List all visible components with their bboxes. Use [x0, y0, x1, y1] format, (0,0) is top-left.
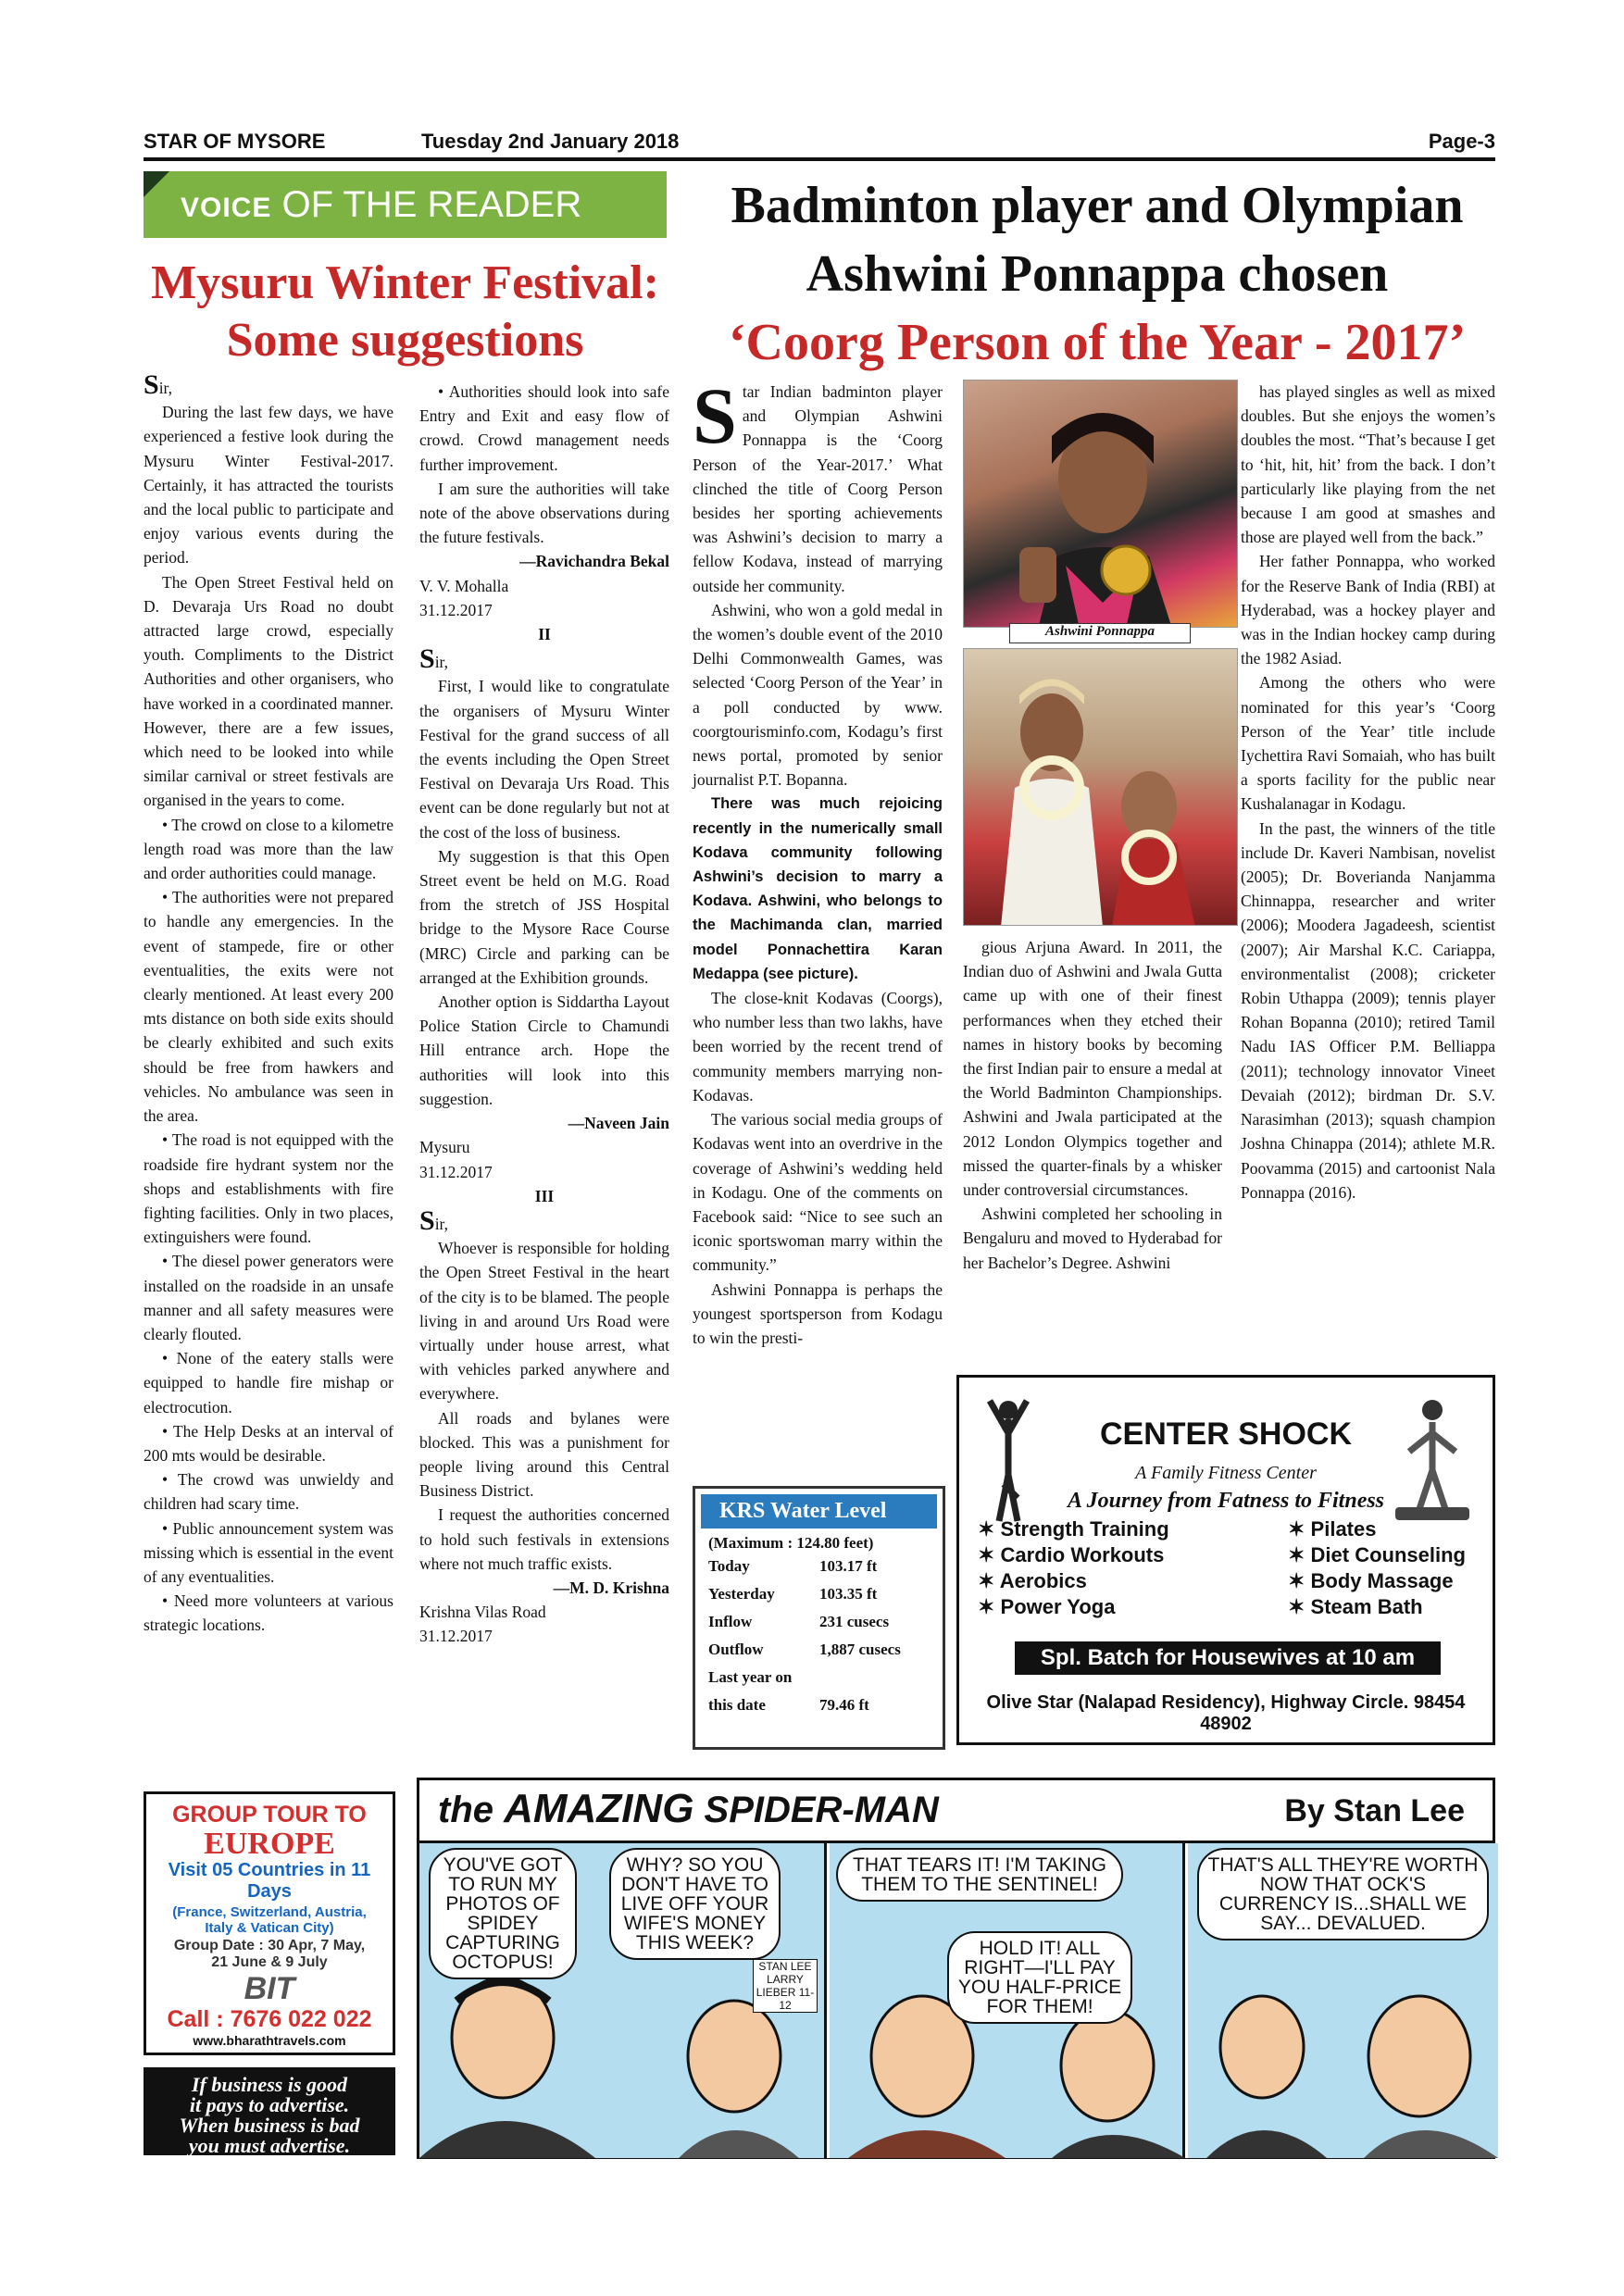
paragraph: • The road is not equipped with the roadside fire hydrant system nor the shops and establishments with fire fighting facilities. Only in two places, extinguishers were found. — [144, 1130, 394, 1247]
salutation: Sir, — [144, 369, 173, 400]
speech-bubble-3: THAT TEARS IT! I'M TAKING THEM TO THE SENTINEL! — [836, 1848, 1123, 1902]
service-item: ✶ Aerobics — [978, 1569, 1087, 1592]
paragraph: • The crowd on close to a kilometre length road was more than the law and order authorities could manage. — [144, 815, 394, 883]
service-item: ✶ Body Massage — [1288, 1569, 1454, 1592]
center-shock-tag: A Journey from Fatness to Fitness — [1067, 1489, 1385, 1513]
address-3: Krishna Vilas Road — [419, 1603, 546, 1622]
paragraph: gious Arjuna Award. In 2011, the Indian duo of Ashwini and Jwala Gutta came up with one of their finest performances when they etched their names in history books by becoming the first Indian pair to ensure a medal at the World Badminton Championships. Ashwini and Jwala participated at the 2012 London Olympics together and missed the quarter-finals by a whisker under controversial circumstances. — [963, 938, 1222, 1200]
letters-column-2 — [419, 380, 669, 1649]
paragraph: • The diesel power generators were installed on the roadside in an unsafe manner and all safety measures were clearly flouted. — [144, 1252, 394, 1343]
krs-value: 231 cusecs — [819, 1613, 890, 1630]
europe-line-3: Visit 05 Countries in 11 Days — [168, 1860, 371, 1902]
letters-headline: Mysuru Winter Festival: Some suggestions — [151, 256, 659, 367]
speech-bubble-2: WHY? SO YOU DON'T HAVE TO LIVE OFF YOUR WIFE'S MONEY THIS WEEK? — [609, 1848, 781, 1960]
masthead — [144, 130, 1495, 157]
drop-cap: S — [693, 371, 737, 460]
paragraph: My suggestion is that this Open Street event be held on M.G. Road from the stretch of JSS Hospital bridge to the Mysore Race Course (MRC) Circle and parking can be arranged at the Exhibition grounds. — [419, 846, 669, 987]
service-item: ✶ Cardio Workouts — [978, 1543, 1165, 1566]
paragraph: Ashwini Ponnappa is perhaps the youngest sportsperson from Kodagu to win the presti- — [693, 1279, 943, 1347]
krs-row — [708, 1691, 910, 1719]
paragraph: During the last few days, we have experienced a festive look during the Mysuru Winter Festival-2017. Certainly, it has attracted the tourists and the local public to participate and enjoy various events during the period. — [144, 403, 394, 568]
panel-3-characters — [1188, 1964, 1498, 2158]
krs-label: Inflow — [708, 1613, 753, 1630]
paragraph: • Authorities should look into safe Entry and Exit and easy flow of crowd. Crowd management needs further improvement. — [419, 382, 669, 474]
photo-caption: Ashwini Ponnappa — [1009, 623, 1191, 643]
article-column-3 — [1241, 380, 1495, 1204]
paragraph: Another option is Siddartha Layout Police Station Circle to Chamundi Hill entrance arch. Hope the authorities will look into this suggestion. — [419, 992, 669, 1108]
krs-label: Outflow — [708, 1641, 764, 1658]
speech-bubble-1: YOU'VE GOT TO RUN MY PHOTOS OF SPIDEY CAPTURING OCTOPUS! — [429, 1848, 577, 1979]
comic-panels — [419, 1841, 1493, 2158]
comic-credit: STAN LEE LARRY LIEBER 11-12 — [753, 1959, 818, 2013]
paragraph: All roads and bylanes were blocked. This was a punishment for people living around this Central Business District. — [419, 1408, 669, 1501]
krs-value — [819, 1664, 910, 1691]
krs-label: Last year on — [708, 1668, 793, 1686]
paragraph: The close-knit Kodavas (Coorgs), who number less than two lakhs, have been worried by the recent trend of community members marrying non-Kodavas. — [693, 989, 943, 1104]
paragraph: I am sure the authorities will take note of the above observations during the future festivals. — [419, 479, 669, 547]
europe-line-5: Group Date : 30 Apr, 7 May, 21 June & 9 July — [173, 1938, 366, 1970]
service-item: ✶ Steam Bath — [1288, 1595, 1423, 1618]
letter-number-3: III — [534, 1186, 555, 1205]
comic-byline: By Stan Lee — [1284, 1793, 1465, 1828]
ashwini-portrait-photo — [963, 380, 1238, 628]
europe-tour-ad — [144, 1791, 395, 2055]
banner-notch — [144, 171, 169, 197]
date-1: 31.12.2017 — [419, 600, 493, 619]
krs-label: Today — [708, 1557, 750, 1575]
paragraph: • Need more volunteers at various strategic locations. — [144, 1591, 394, 1635]
date-2: 31.12.2017 — [419, 1162, 493, 1181]
spider-man-comic-strip — [417, 1778, 1495, 2159]
services-left — [978, 1516, 1169, 1620]
bit-logo: BIT — [244, 1971, 295, 2006]
masthead-rule — [144, 157, 1495, 161]
krs-water-level-box — [693, 1486, 945, 1750]
signature-2: —Naveen Jain — [568, 1114, 669, 1133]
center-shock-ad — [956, 1375, 1495, 1745]
service-item: ✶ Strength Training — [978, 1517, 1169, 1541]
europe-line-1: GROUP TOUR TO — [172, 1802, 367, 1828]
speech-bubble-4: HOLD IT! ALL RIGHT—I'LL PAY YOU HALF-PRICE FOR THEM! — [947, 1931, 1132, 2024]
paragraph: I request the authorities concerned to hold such festivals in extensions where not much traffic exists. — [419, 1505, 669, 1573]
paragraph: First, I would like to congratulate the organisers of Mysuru Winter Festival for the grand success of all the events including the Open Street Festival on Devaraja Urs Road. This event can be done regularly but not at the cost of the loss of business. — [419, 677, 669, 842]
paragraph: • The authorities were not prepared to handle any emergencies. In the event of stampede, fire or other eventualities, the exits were not clearly mentioned. At least every 200 mts distance on both side exits should be clearly exhibited and such exits should be free from hawkers and vehicles. No ambulance was seen in the area. — [144, 888, 394, 1126]
paragraph: Whoever is responsible for holding the Open Street Festival in the heart of the city is to be blamed. The people living in and around Urs Road were virtually under house arrest, what with vehicles parked anywhere and everywhere. — [419, 1239, 669, 1404]
paragraph: has played singles as well as mixed doubles. But she enjoys the women’s doubles the most. “That’s because I get to ‘hit, hit, hit’ from the back. I don’t particularly like playing from the net because I am good at smashes and those are played well from the back.” — [1241, 382, 1495, 547]
paragraph: The Open Street Festival held on D. Devaraja Urs Road no doubt attracted large crowd, especially youth. Compliments to the District Authorities and other organisers, who have worked in a coordinated manner. However, there are a few issues, which need to be looked into while similar carnival or street festivals are organised in the years to come. — [144, 572, 394, 810]
paragraph: Ashwini completed her schooling in Bengaluru and moved to Hyderabad for her Bachelor’s Degree. Ashwini — [963, 1204, 1222, 1272]
speech-bubble-5: THAT'S ALL THEY'RE WORTH NOW THAT OCK'S CURRENCY IS...SHALL WE SAY... DEVALUED. — [1197, 1848, 1489, 1940]
advertise-slogan: If business is good it pays to advertise. When business is bad you must advertise. — [144, 2067, 395, 2155]
address-1: V. V. Mohalla — [419, 576, 509, 595]
paragraph: • Public announcement system was missing which is essential in the event of any eventualities. — [144, 1518, 394, 1586]
center-shock-name: CENTER SHOCK — [1099, 1416, 1353, 1452]
krs-value: 103.35 ft — [819, 1585, 878, 1603]
signature-3: —M. D. Krishna — [553, 1578, 669, 1597]
voice-of-reader-banner: VOICE OF THE READER — [144, 171, 667, 238]
service-item: ✶ Power Yoga — [978, 1595, 1116, 1618]
paper-name: STAR OF MYSORE — [144, 130, 326, 153]
europe-line-2: EUROPE — [204, 1827, 335, 1861]
europe-web: www.bharathtravels.com — [193, 2033, 346, 2048]
article-column-1: Star Indian badminton player and Olympian Ashwini Ponnappa is the ‘Coorg Person of the Year-2017.’ What clinched the title of Coorg Person besides her sporting achievements was Ashwini’s decision to marry a fellow Kodava, instead of marrying outside her community. Ashwini, who won a gold medal in the women’s double event of the 2010 Delhi Commonwealth Games, was selected ‘Coorg Person of the Year’ in a poll conducted by www. coorgtourisminfo.com, Kodagu’s first news portal, promoted by senior journalist P.T. Bopanna. There was much rejoicing recently in the numerically small Kodava community following Ashwini’s decision to marry a Kodava. Ashwini, who belongs to the Machimanda clan, married model Ponnachettira Karan Medappa (see picture). The close-knit Kodavas (Coorgs), who number less than two lakhs, have been worried by the recent trend of community members marrying non-Kodavas. The various social media groups of Kodavas went into an overdrive in the coverage of Ashwini’s wedding held in Kodagu. One of the comments on Facebook said: “Nice to see such an iconic sportswoman marry within the community.” Ashwini Ponnappa is perhaps the youngest sportsperson from Kodagu to win the presti- — [693, 380, 943, 1350]
issue-date: Tuesday 2nd January 2018 — [421, 130, 680, 153]
bold-paragraph: There was much rejoicing recently in the numerically small Kodava community following Ashwini’s decision to marry a Kodava. Ashwini, who belongs to the Machimanda clan, married model Ponnachettira Karan Medappa (see picture). — [693, 795, 943, 982]
krs-row — [708, 1636, 910, 1664]
paragraph: • The Help Desks at an interval of 200 mts would be desirable. — [144, 1421, 394, 1465]
portrait-illustration — [964, 381, 1238, 628]
paragraph: The various social media groups of Kodavas went into an overdrive in the coverage of Ashwini’s wedding held in Kodagu. One of the comments on Facebook said: “Nice to see such an iconic sportswoman marry within the community.” — [693, 1110, 943, 1275]
europe-line-4: (France, Switzerland, Austria, Italy & Vatican City) — [172, 1904, 367, 1936]
paragraph: • None of the eatery stalls were equipped to handle fire mishap or electrocution. — [144, 1349, 394, 1416]
letters-column-1 — [144, 369, 394, 1638]
service-item: ✶ Pilates — [1288, 1517, 1377, 1541]
krs-value: 103.17 ft — [819, 1557, 878, 1575]
salutation: Sir, — [419, 643, 449, 675]
krs-maximum: (Maximum : 124.80 feet) — [708, 1534, 874, 1552]
paragraph: In the past, the winners of the title include Dr. Kaveri Nambisan, novelist (2005); Dr. Boverianda Nanjamma Chinnappa, researcher and writer (2006); Moodera Jagadeesh, scientist (2007); Air Marshal K.C. Cariappa, environmentalist (2008); cricketer Robin Uthappa (2009); tennis player Rohan Bopanna (2010); retired Tamil Nadu IAS Officer P.M. Belliappa (2011); technology innovator Vineet Devaiah (2012); birdman Dr. S.V. Narasimhan (2013); squash champion Joshna Chinappa (2014); athlete M.R. Poovamma (2015) and cartoonist Nala Ponnappa (2016). — [1241, 818, 1495, 1202]
service-item: ✶ Diet Counseling — [1288, 1543, 1466, 1566]
page-number: Page-3 — [1428, 130, 1495, 153]
krs-row — [708, 1553, 910, 1580]
krs-value: 79.46 ft — [819, 1696, 869, 1714]
krs-value: 1,887 cusecs — [819, 1641, 901, 1658]
signature-1: —Ravichandra Bekal — [519, 552, 669, 571]
krs-title: KRS Water Level — [701, 1494, 937, 1529]
comic-title: the AMAZING SPIDER-MAN — [438, 1786, 939, 1831]
center-shock-sub: A Family Fitness Center — [1135, 1463, 1317, 1483]
paragraph: Ashwini, who won a gold medal in the women’s double event of the 2010 Delhi Commonwealth Games, was selected ‘Coorg Person of the Year’ in a poll conducted by www. coorgtourisminfo.com, Kodagu’s first news portal, promoted by senior journalist P.T. Bopanna. — [693, 600, 943, 790]
paragraph: • The crowd was unwieldy and children had scary time. — [144, 1470, 394, 1514]
krs-row — [708, 1664, 910, 1691]
wedding-photo — [963, 648, 1238, 926]
letter-number-2: II — [538, 625, 551, 644]
paragraph: Among the others who were nominated for this year’s ‘Coorg Person of the Year’ title include Iychettira Ravi Somaiah, who has built a sports facility for the public near Kushalanagar in Kodagu. — [1241, 673, 1495, 814]
date-3: 31.12.2017 — [419, 1627, 493, 1646]
address-2: Mysuru — [419, 1138, 470, 1157]
center-shock-address: Olive Star (Nalapad Residency), Highway Circle. 98454 48902 — [986, 1692, 1466, 1734]
krs-label: Yesterday — [708, 1585, 775, 1603]
wedding-illustration — [964, 649, 1238, 926]
krs-row — [708, 1608, 910, 1636]
krs-row — [708, 1580, 910, 1608]
krs-label: this date — [708, 1696, 766, 1714]
salutation: Sir, — [419, 1204, 449, 1236]
paragraph: Her father Ponnappa, who worked for the Reserve Bank of India (RBI) at Hyderabad, was a hockey player and was in the Indian hockey camp during the 1982 Asiad. — [1241, 552, 1495, 668]
krs-table — [708, 1553, 910, 1719]
services-right — [1288, 1516, 1466, 1620]
article-column-2 — [963, 935, 1222, 1275]
housewives-banner: Spl. Batch for Housewives at 10 am — [1015, 1641, 1441, 1675]
main-headline: Badminton player and Olympian Ashwini Ponnappa chosen ‘Coorg Person of the Year - 2017’ — [728, 177, 1467, 371]
europe-call: Call : 7676 022 022 — [167, 2006, 372, 2032]
